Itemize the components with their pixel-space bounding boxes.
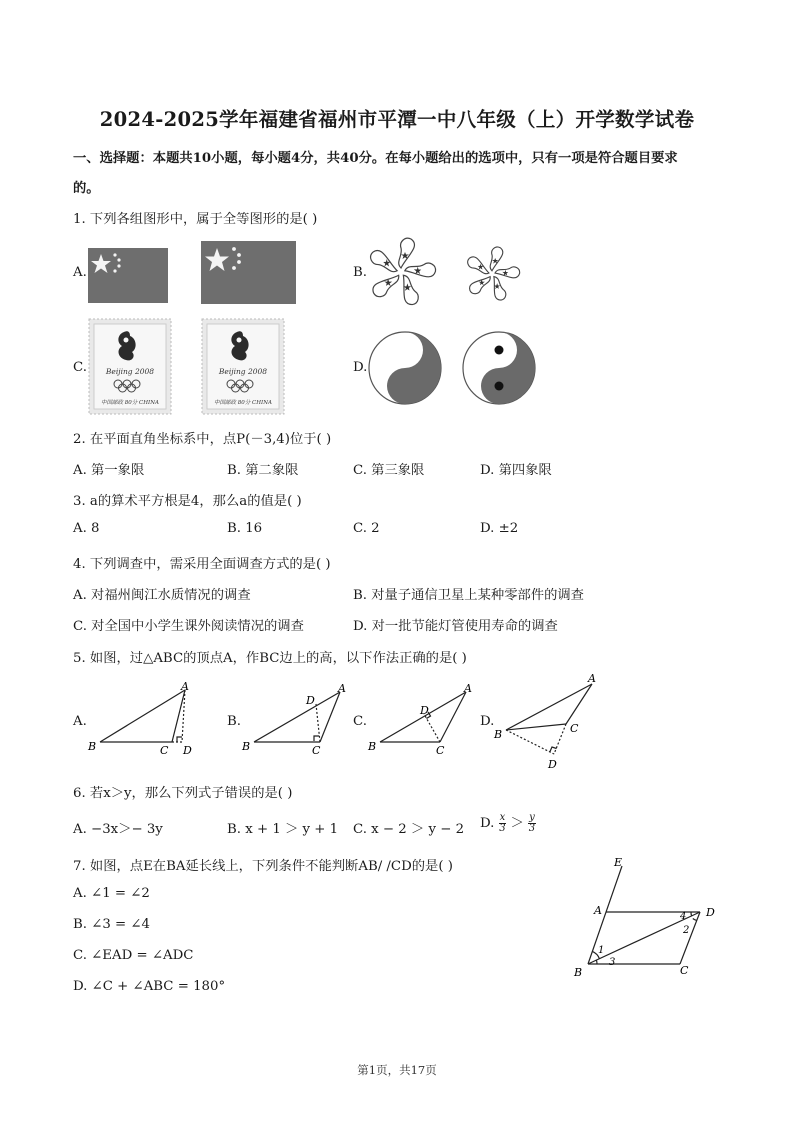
q6-option-b: B. x + 1 ＞ y + 1 xyxy=(227,822,339,837)
q6-frac-op: ＞ xyxy=(510,816,524,831)
q2-option-b: B. 第二象限 xyxy=(227,463,299,478)
q4-option-d: D. 对一批节能灯管使用寿命的调查 xyxy=(353,619,558,634)
q7-angle-1: 1 xyxy=(598,945,605,956)
q5a-label-c: C xyxy=(160,744,169,757)
q7-label-e: E xyxy=(614,856,623,869)
q4-stem: 4. 下列调查中，需采用全面调查方式的是( ) xyxy=(73,557,331,572)
q5a-label-d: D xyxy=(183,744,192,757)
bauhinia-large-image xyxy=(365,236,437,308)
q5-figure-b xyxy=(240,680,352,760)
q7-angle-2: 2 xyxy=(683,925,690,936)
flag-large-image xyxy=(201,241,297,305)
q6-option-d xyxy=(480,812,536,834)
q7-stem: 7. 如图，点E在BA延长线上，下列条件不能判断AB/ /CD的是( ) xyxy=(73,859,453,874)
stamp-left-image xyxy=(88,318,172,415)
q1-option-a-label: A. xyxy=(73,265,87,280)
q6-frac-right-num: y xyxy=(529,812,535,823)
q5b-label-d: D xyxy=(306,694,315,707)
section-heading-line1: 一、选择题：本题共10小题，每小题4分，共40分。在每小题给出的选项中，只有一项是符合题目要求 xyxy=(73,151,678,166)
q5b-label-a: A xyxy=(338,682,346,695)
q1-option-c-label: C. xyxy=(73,360,87,375)
q4-option-c: C. 对全国中小学生课外阅读情况的调查 xyxy=(73,619,304,634)
section-heading-line2: 的。 xyxy=(73,181,100,196)
q5c-label-d: D xyxy=(420,704,429,717)
q1-stem: 1. 下列各组图形中，属于全等图形的是( ) xyxy=(73,212,318,227)
taiji-left-image xyxy=(367,330,443,406)
q6-option-c: C. x − 2 ＞ y − 2 xyxy=(353,822,465,837)
q7-angle-3: 3 xyxy=(609,957,616,968)
q7-option-b: B. ∠3 = ∠4 xyxy=(73,917,151,932)
stamp-left-footer: 中国邮政 80分 CHINA xyxy=(101,400,159,406)
q5d-label-d: D xyxy=(548,758,557,771)
q7-option-c: C. ∠EAD = ∠ADC xyxy=(73,948,194,963)
q5-option-b-label: B. xyxy=(227,714,241,729)
q5c-label-c: C xyxy=(436,744,445,757)
stamp-right-image xyxy=(201,318,285,415)
q6-frac-right xyxy=(528,813,536,834)
q3-stem: 3. a的算术平方根是4，那么a的值是( ) xyxy=(73,494,302,509)
q2-stem: 2. 在平面直角坐标系中，点P(－3,4)位于( ) xyxy=(73,432,332,447)
q5-figure-c xyxy=(366,680,478,760)
flag-small-image xyxy=(88,248,170,304)
q5a-label-a: A xyxy=(181,680,189,693)
stamp-right-caption: Beijing 2008 xyxy=(218,367,268,376)
q5-figure-d xyxy=(492,668,604,778)
q5-stem: 5. 如图，过△ABC的顶点A，作BC边上的高，以下作法正确的是( ) xyxy=(73,651,467,666)
stamp-right-footer: 中国邮政 80分 CHINA xyxy=(214,400,272,406)
q7-label-c: C xyxy=(680,964,689,977)
q6-frac-right-den: 3 xyxy=(528,823,536,834)
q5d-label-b: B xyxy=(494,728,503,741)
q1-option-b-label: B. xyxy=(353,265,367,280)
q2-option-a: A. 第一象限 xyxy=(73,463,145,478)
q7-label-b: B xyxy=(574,966,583,979)
q5-figure-a xyxy=(86,680,204,760)
q7-label-d: D xyxy=(706,906,715,919)
q7-angle-4: 4 xyxy=(680,911,687,922)
q3-option-c: C. 2 xyxy=(353,521,380,536)
q3-option-b: B. 16 xyxy=(227,521,263,536)
q6-frac-left-den: 3 xyxy=(499,823,506,834)
q6-frac-left-num: x xyxy=(499,812,506,823)
q5d-label-a: A xyxy=(588,672,596,685)
q6-frac-left xyxy=(499,813,507,834)
q2-option-c: C. 第三象限 xyxy=(353,463,425,478)
q3-option-a: A. 8 xyxy=(73,521,100,536)
q7-option-d: D. ∠C + ∠ABC = 180° xyxy=(73,979,226,994)
page-footer: 第1页，共17页 xyxy=(357,1063,437,1077)
stamp-left-caption: Beijing 2008 xyxy=(105,367,155,376)
q7-figure xyxy=(566,852,736,984)
q5-option-d-label: D. xyxy=(480,714,495,729)
q4-option-b: B. 对量子通信卫星上某种零部件的调查 xyxy=(353,588,584,603)
page-title: 2024-2025学年福建省福州市平潭一中八年级（上）开学数学试卷 xyxy=(99,108,695,131)
q5c-label-a: A xyxy=(464,682,472,695)
bauhinia-small-image xyxy=(462,244,522,304)
q7-label-a: A xyxy=(594,904,602,917)
q5d-label-c: C xyxy=(570,722,579,735)
q5-option-c-label: C. xyxy=(353,714,367,729)
q4-option-a: A. 对福州闽江水质情况的调查 xyxy=(73,588,251,603)
q5b-label-b: B xyxy=(242,740,251,753)
q7-option-a: A. ∠1 = ∠2 xyxy=(73,886,150,901)
q3-option-d: D. ±2 xyxy=(480,521,519,536)
q5c-label-b: B xyxy=(368,740,377,753)
q1-option-d-label: D. xyxy=(353,360,368,375)
q5b-label-c: C xyxy=(312,744,321,757)
q2-option-d: D. 第四象限 xyxy=(480,463,552,478)
q6-stem: 6. 若x＞y，那么下列式子错误的是( ) xyxy=(73,786,293,801)
q6-option-d-label: D. xyxy=(480,816,495,831)
q5-option-a-label: A. xyxy=(73,714,87,729)
q5a-label-b: B xyxy=(88,740,97,753)
taiji-right-image xyxy=(461,330,537,406)
q6-option-a: A. −3x＞− 3y xyxy=(73,822,163,837)
